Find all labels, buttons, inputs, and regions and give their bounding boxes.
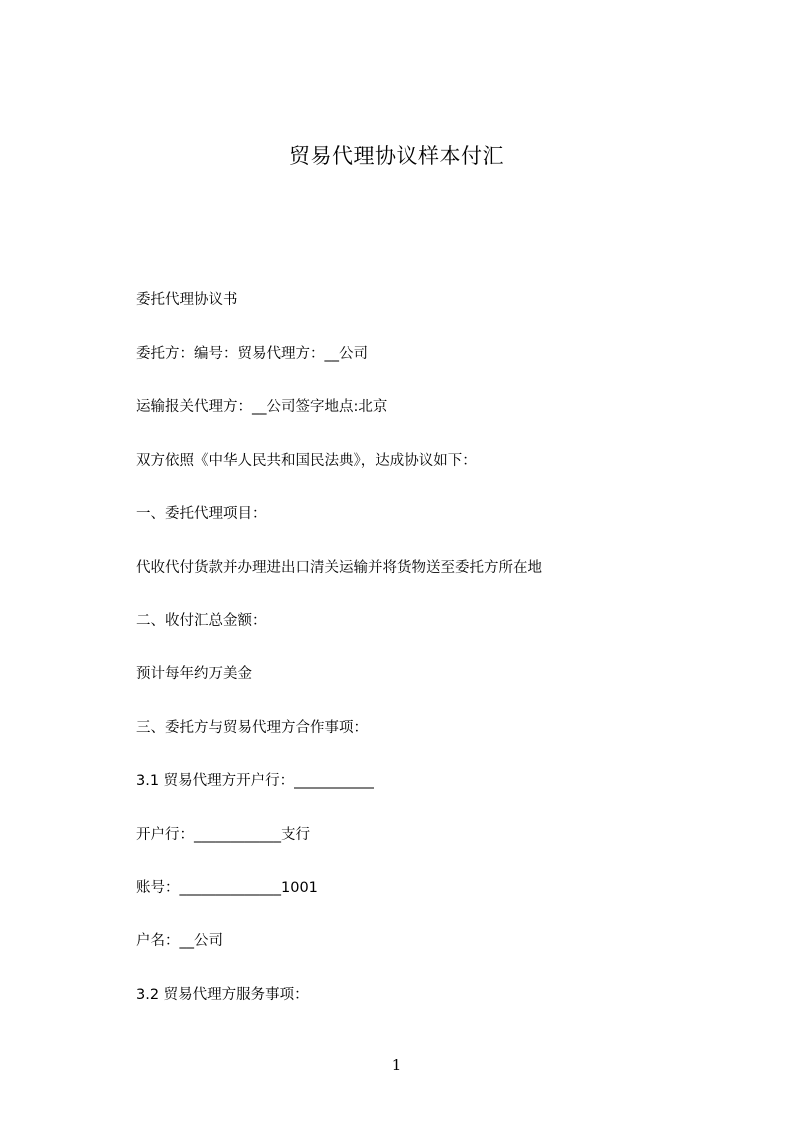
section-heading-2: 二、收付汇总金额： xyxy=(136,613,267,629)
paragraph-agreement-heading: 委托代理协议书 xyxy=(136,292,238,308)
section-heading-3: 三、委托方与贸易代理方合作事项： xyxy=(136,720,368,736)
paragraph-account-number: 账号：______________1001 xyxy=(136,880,318,896)
paragraph-bank-3-1: 3.1 贸易代理方开户行：___________ xyxy=(136,773,374,789)
paragraph-bank-branch: 开户行：____________支行 xyxy=(136,827,310,843)
document-title: 贸易代理协议样本付汇 xyxy=(289,144,504,168)
page-number: 1 xyxy=(391,1056,402,1074)
paragraph-account-name: 户名：__公司 xyxy=(136,933,223,949)
paragraph-transport-agent: 运输报关代理方：__公司签字地点:北京 xyxy=(136,399,388,415)
paragraph-parties: 委托方：编号：贸易代理方：__公司 xyxy=(136,346,368,362)
section-heading-1: 一、委托代理项目： xyxy=(136,506,267,522)
paragraph-services-3-2: 3.2 贸易代理方服务事项： xyxy=(136,987,309,1003)
paragraph-project-description: 代收代付货款并办理进出口清关运输并将货物送至委托方所在地 xyxy=(136,560,542,576)
paragraph-total-amount: 预计每年约万美金 xyxy=(136,666,252,682)
paragraph-legal-basis: 双方依照《中华人民共和国民法典》，达成协议如下： xyxy=(136,453,477,469)
